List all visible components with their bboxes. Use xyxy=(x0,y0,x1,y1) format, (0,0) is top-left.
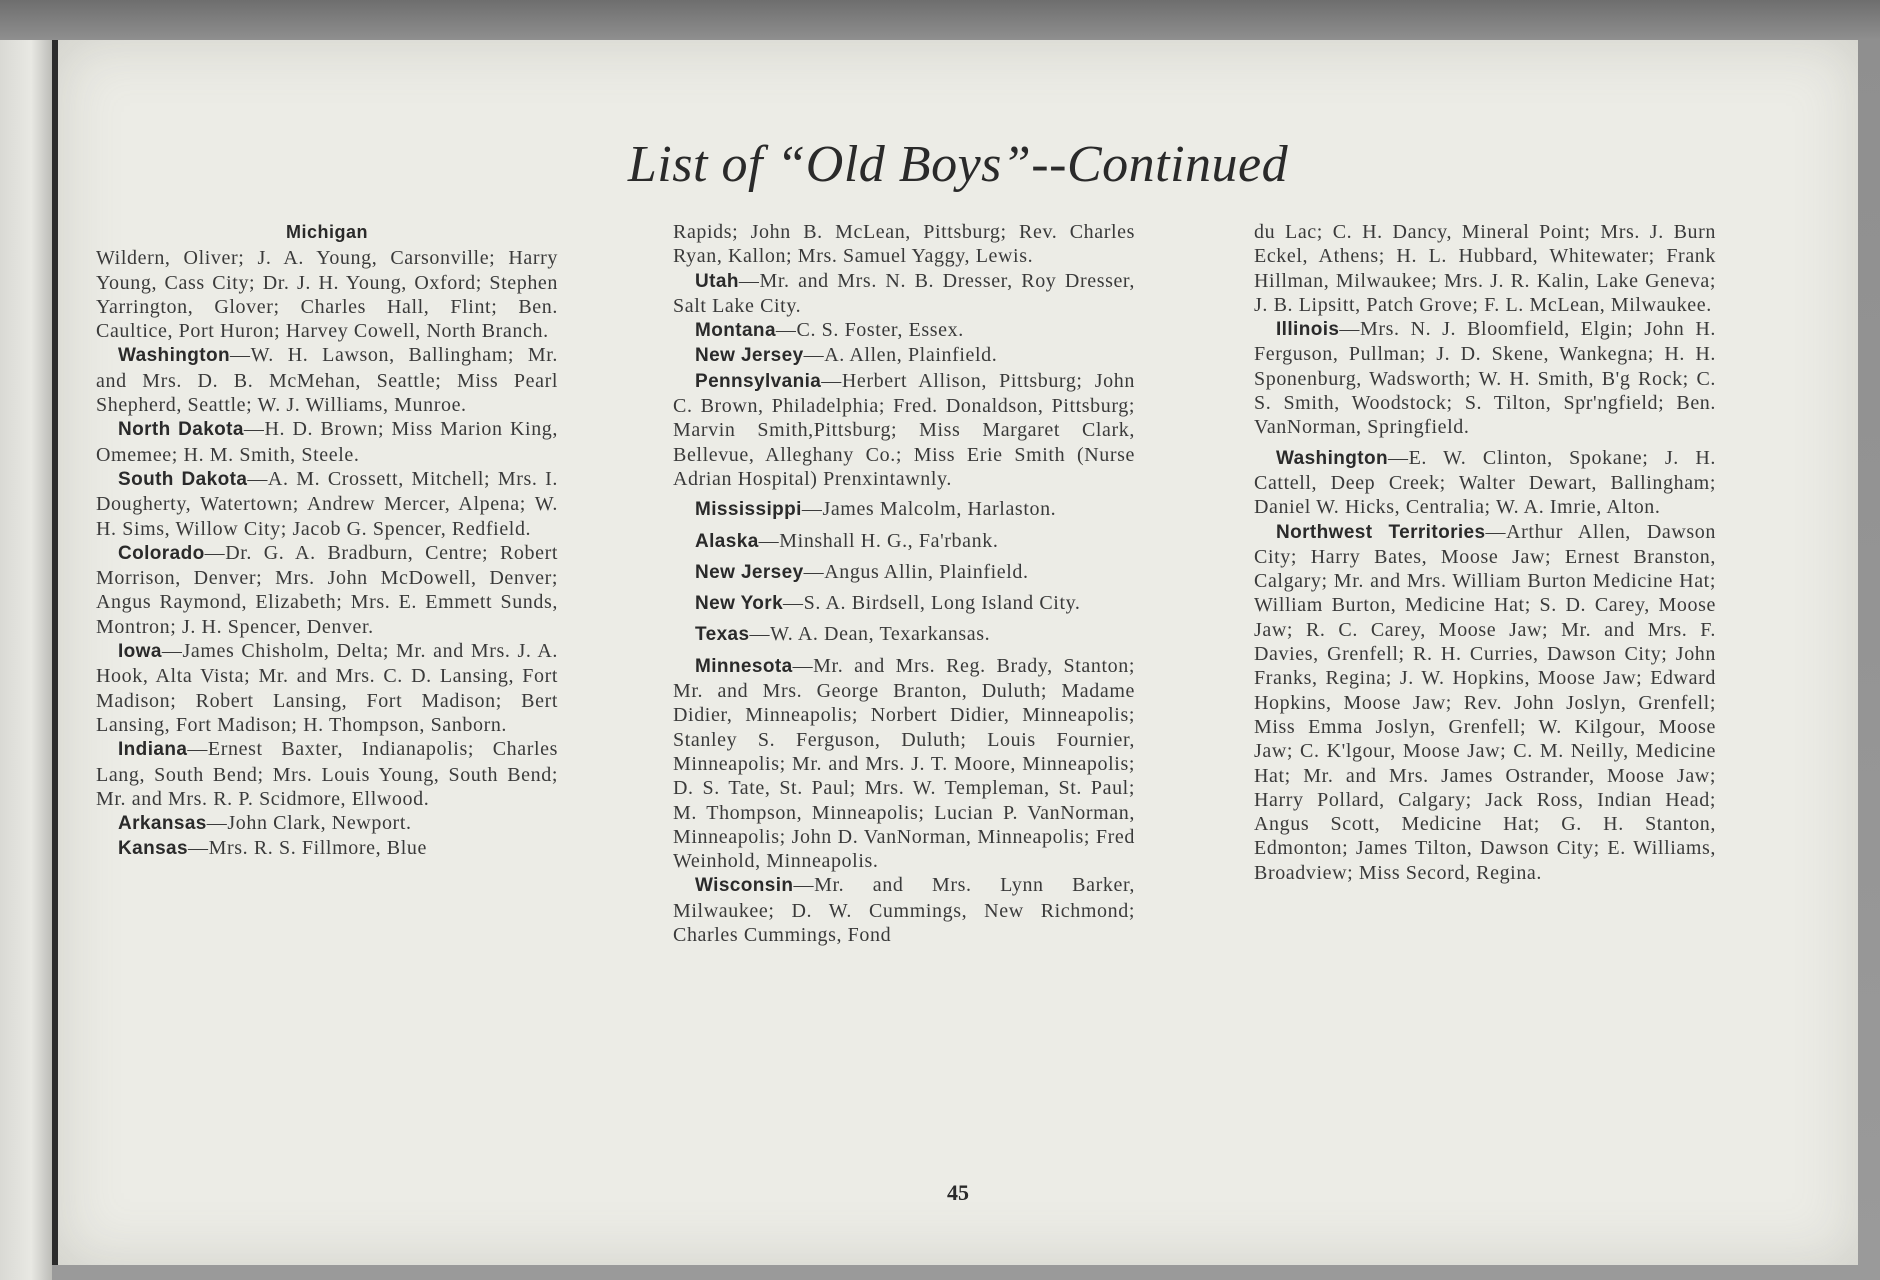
state-name: South Dakota xyxy=(118,468,248,490)
entry-separator: — xyxy=(204,541,226,564)
state-entry xyxy=(673,318,1135,343)
entry-names: Mr. and Mrs. N. B. Dresser, Roy Dresser, Salt Lake City. xyxy=(673,269,1135,317)
entry-separator: — xyxy=(188,837,209,860)
entry-names: Angus Allin, Plainfield. xyxy=(824,560,1029,583)
state-entry xyxy=(673,873,1135,947)
entry-separator: — xyxy=(1485,520,1507,543)
entry-separator: — xyxy=(803,344,825,367)
state-name: Northwest Territories xyxy=(1276,521,1486,543)
state-entry xyxy=(1254,317,1716,439)
facing-page-edge xyxy=(0,40,52,1280)
state-entry xyxy=(96,467,558,541)
entry-names: Minshall H. G., Fa'rbank. xyxy=(779,529,999,552)
entry-separator: — xyxy=(775,319,797,342)
entry-separator: — xyxy=(801,498,823,521)
state-name: New York xyxy=(695,593,784,615)
entry-separator: — xyxy=(821,369,842,392)
entry-names: Ernest Baxter, Indianapolis; Charles Lang, South Bend; Mrs. Louis Young, South Bend; Mr. and Mrs. R. P. Scidmore, Ellwood. xyxy=(96,738,558,810)
state-name: Iowa xyxy=(118,641,162,663)
state-entry xyxy=(96,417,558,467)
state-name: Colorado xyxy=(118,542,205,564)
state-name: New Jersey xyxy=(695,345,804,367)
state-name: Arkansas xyxy=(118,813,207,835)
entry-names: Mrs. R. S. Fillmore, Blue xyxy=(208,837,427,860)
state-entry xyxy=(673,591,1135,616)
entry-names: C. S. Foster, Essex. xyxy=(796,319,964,342)
state-entry xyxy=(673,622,1135,647)
entry-names: Mr. and Mrs. Lynn Barker, Milwaukee; D. W. Cummings, New Richmond; Charles Cummings, Fond xyxy=(673,874,1135,947)
entry-names: Mr. and Mrs. Reg. Brady, Stanton; Mr. and Mrs. George Branton, Duluth; Madame Didier, Minneapolis; Norbert Didier, Minneapolis; Stanley S. Ferguson, Duluth; Louis Fournier, Minneapolis; Mr. and Mrs. J. T. Moore, Minneapolis; D. S. Tate, St. Paul; Mrs. W. Templeman, St. Paul; M. Thompson, Minneapolis; Lucian P. VanNorman, Minneapolis; John D. VanNorman, Minneapolis; Fred Weinhold, Minneapolis. xyxy=(673,654,1135,873)
entry-names: Dr. G. A. Bradburn, Centre; Robert Morrison, Denver; Mrs. John McDowell, Denver; Angus Raymond, Elizabeth; Mrs. E. Emmett Sunds, Montron; J. H. Spencer, Denver. xyxy=(96,541,558,638)
state-entry xyxy=(673,654,1135,874)
state-entry xyxy=(673,529,1135,554)
entry-separator: — xyxy=(803,560,825,583)
entry-names: E. W. Clinton, Spokane; J. H. Cattell, Deep Creek; Walter Dewart, Ballingham; Daniel W. Hicks, Centralia; W. A. Imrie, Alton. xyxy=(1254,446,1716,519)
entry-separator: — xyxy=(792,654,814,677)
column-3-entries xyxy=(1254,317,1716,885)
entry-separator: — xyxy=(793,874,815,897)
state-name: Washington xyxy=(1276,447,1388,469)
entry-separator: — xyxy=(738,269,760,292)
entry-names: A. M. Crossett, Mitchell; Mrs. I. Dougherty, Watertown; Andrew Mercer, Alpena; W. H. Sims, Willow City; Jacob G. Spencer, Redfield. xyxy=(96,467,558,540)
michigan-entries: Wildern, Oliver; J. A. Young, Carsonville; Harry Young, Cass City; Dr. J. H. Young, Oxford; Stephen Yarrington, Glover; Charles Hall, Flint; Ben. Caultice, Port Huron; Harvey Cowell, North Branch. xyxy=(96,247,558,343)
continuation-text: du Lac; C. H. Dancy, Mineral Point; Mrs. J. Burn Eckel, Athens; H. L. Hubbard, Whitewater; Frank Hillman, Milwaukee; Mrs. J. R. Kalin, Lake Geneva; J. B. Lipsitt, Patch Grove; F. L. McLean, Milwaukee. xyxy=(1254,221,1716,316)
entry-names: Mrs. N. J. Bloomfield, Elgin; John H. Ferguson, Pullman; J. D. Skene, Wankegna; H. H. Sponenburg, Wadsworth; W. H. Smith, B'g Rock; C. S. Smith, Woodstock; S. Tilton, Spr'ngfield; Ben. VanNorman, Springfield. xyxy=(1254,318,1716,439)
entry-separator: — xyxy=(243,418,265,441)
state-name: Mississippi xyxy=(695,499,802,521)
entry-names: W. H. Lawson, Ballingham; Mr. and Mrs. D. B. McMehan, Seattle; Miss Pearl Shepherd, Seattle; W. J. Williams, Munroe. xyxy=(96,344,558,417)
state-entry xyxy=(96,836,558,861)
continuation-text: Rapids; John B. McLean, Pittsburg; Rev. Charles Ryan, Kallon; Mrs. Samuel Yaggy, Lewis. xyxy=(673,221,1135,268)
state-entry xyxy=(1254,520,1716,885)
state-entry xyxy=(673,560,1135,585)
entry-names: James Malcolm, Harlaston. xyxy=(822,498,1057,521)
entry-separator: — xyxy=(206,812,228,835)
state-entry xyxy=(96,737,558,811)
entry-separator: — xyxy=(230,344,251,367)
entry-separator: — xyxy=(1339,318,1360,341)
state-entry xyxy=(96,541,558,639)
state-name: Illinois xyxy=(1276,319,1340,341)
state-entry xyxy=(96,639,558,737)
state-entry xyxy=(673,269,1135,319)
state-entry xyxy=(673,497,1135,522)
entry-names: W. A. Dean, Texarkansas. xyxy=(770,623,991,646)
state-name: Minnesota xyxy=(695,655,793,677)
state-entry xyxy=(673,343,1135,368)
state-entry xyxy=(96,343,558,417)
state-name: Indiana xyxy=(118,739,188,761)
state-entry xyxy=(673,369,1135,491)
entry-names: S. A. Birdsell, Long Island City. xyxy=(803,592,1081,615)
state-heading-michigan: Michigan xyxy=(285,222,368,242)
entry-names: John Clark, Newport. xyxy=(227,812,412,835)
column-2-entries xyxy=(673,269,1135,948)
entry-names: James Chisholm, Delta; Mr. and Mrs. J. A. Hook, Alta Vista; Mr. and Mrs. C. D. Lansing, Fort Madison; Robert Lansing, Fort Madison; Bert Lansing, Fort Madison; H. Thompson, Sanborn. xyxy=(96,640,558,736)
page-number: 45 xyxy=(947,1180,969,1205)
state-name: Utah xyxy=(695,270,739,292)
column-2 xyxy=(673,220,1135,947)
state-name: New Jersey xyxy=(695,561,804,583)
entry-names: Herbert Allison, Pittsburg; John C. Brown, Philadelphia; Fred. Donaldson, Pittsburg; Marvin Smith,Pittsburg; Miss Margaret Clark, Bellevue, Alleghany Co.; Miss Erie Smith (Nurse Adrian Hospital) Prenxintawnly. xyxy=(673,369,1135,490)
entry-separator: — xyxy=(1388,446,1409,469)
book-page xyxy=(52,40,1858,1265)
state-name: Wisconsin xyxy=(695,875,794,897)
entry-separator: — xyxy=(783,592,804,615)
entry-separator: — xyxy=(161,640,183,663)
entry-separator: — xyxy=(749,623,771,646)
column-1 xyxy=(96,220,558,862)
state-name: North Dakota xyxy=(118,419,244,441)
column-3 xyxy=(1254,220,1716,885)
entry-separator: — xyxy=(758,529,780,552)
entry-names: H. D. Brown; Miss Marion King, Omemee; H. M. Smith, Steele. xyxy=(96,418,558,466)
entry-separator: — xyxy=(187,738,208,761)
state-entry xyxy=(96,811,558,836)
entry-names: A. Allen, Plainfield. xyxy=(824,344,998,367)
entry-names: Arthur Allen, Dawson City; Harry Bates, Moose Jaw; Ernest Branston, Calgary; Mr. and Mrs. William Burton Medicine Hat; William Burton, Medicine Hat; S. D. Carey, Moose Jaw; R. C. Carey, Moose Jaw; Mr. and Mrs. F. Davies, Grenfell; R. H. Curries, Dawson City; John Franks, Regina; J. W. Hopkins, Moose Jaw; Edward Hopkins, Moose Jaw; Rev. John Joslyn, Grenfell; Miss Emma Joslyn, Grenfell; W. Kilgour, Moose Jaw; C. K'lgour, Moose Jaw; C. M. Neilly, Medicine Hat; Mr. and Mrs. James Ostrander, Moose Jaw; Harry Pollard, Calgary; Jack Ross, Indian Head; Angus Scott, Medicine Hat; G. H. Stanton, Edmonton; James Tilton, Dawson City; E. Williams, Broadview; Miss Secord, Regina. xyxy=(1254,520,1716,884)
state-name: Kansas xyxy=(118,838,188,860)
state-entry xyxy=(1254,446,1716,520)
state-name: Texas xyxy=(695,624,750,646)
entry-separator: — xyxy=(247,467,268,490)
state-name: Pennsylvania xyxy=(695,370,822,392)
state-name: Washington xyxy=(118,345,230,367)
column-1-entries xyxy=(96,343,558,861)
page-title: List of “Old Boys”--Continued xyxy=(627,136,1289,193)
state-name: Alaska xyxy=(695,530,759,552)
state-name: Montana xyxy=(695,320,776,342)
